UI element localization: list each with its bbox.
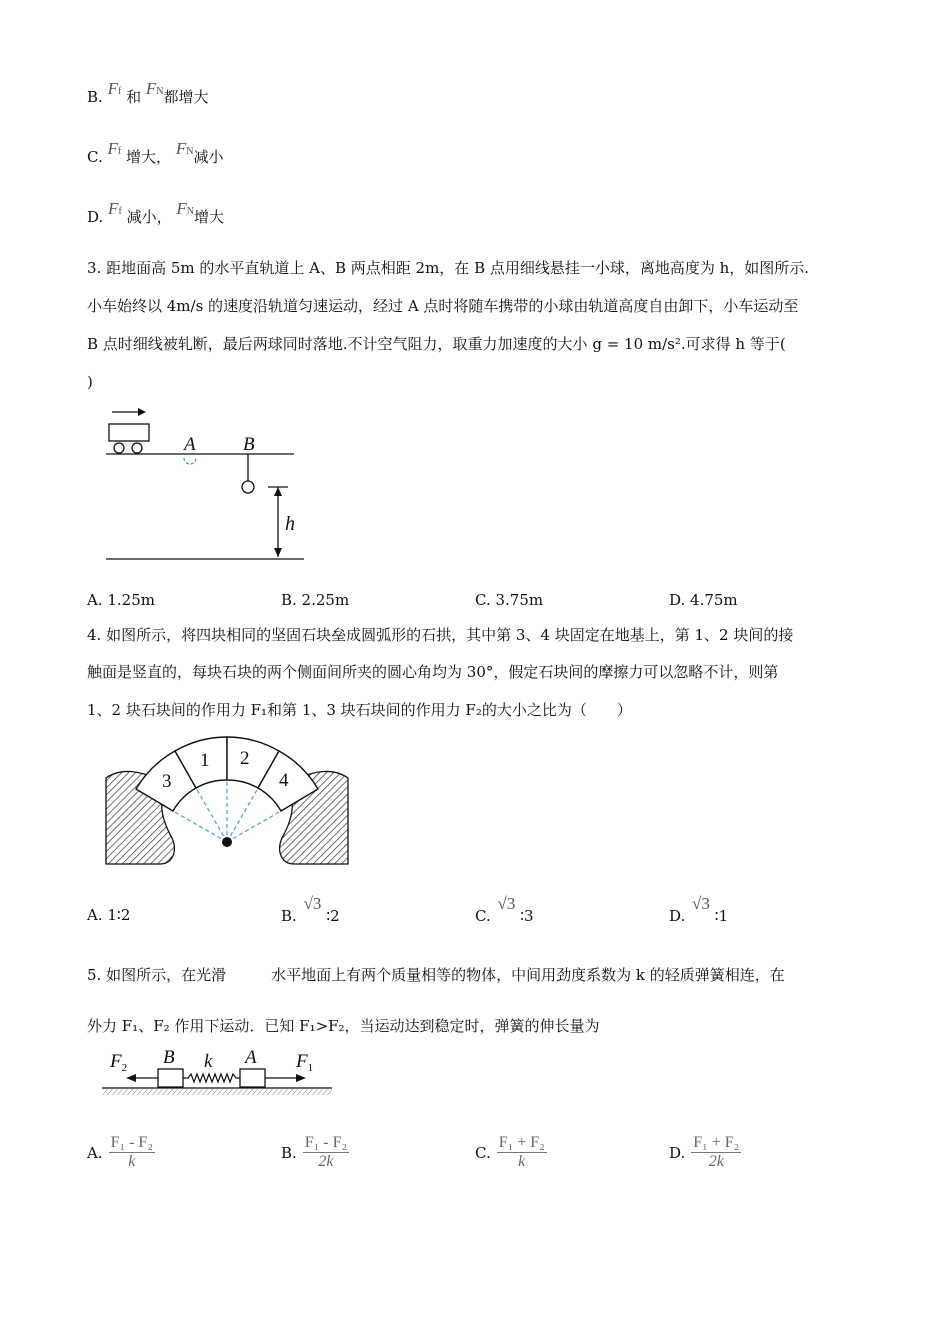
q3-text-line-2: 小车始终以 4m/s 的速度沿轨道匀速运动，经过 A 点时将随车携带的小球由轨道高度自由卸下，小车运动至: [87, 297, 799, 315]
q2-option-b[interactable]: B. Ff 和 FN都增大: [87, 79, 209, 106]
sqrt-3: √3: [303, 894, 322, 913]
hanging-ball: [242, 481, 254, 493]
q3-text-line-4: ): [87, 373, 93, 391]
q5-text-line-1: 5. 如图所示，在光滑 水平地面上有两个质量相等的物体，中间用劲度系数为 k 的轻质弹簧相连，在: [87, 966, 785, 984]
q3-option-d[interactable]: D. 4.75m: [669, 591, 738, 609]
sqrt-3: √3: [497, 894, 516, 913]
force-f2-label: $F_2$: [110, 1051, 128, 1074]
cart-wheel: [132, 443, 142, 453]
label-block-a: A: [245, 1047, 257, 1068]
friction-force-symbol: Ff: [107, 139, 122, 158]
label-h: h: [285, 513, 295, 535]
q5-option-b[interactable]: B. $\frac{\text{F₁ - F₂}}{2k}$: [281, 1134, 348, 1170]
force-f1-label: $F_1$: [296, 1051, 314, 1074]
q5-spring-figure: [100, 1044, 340, 1100]
normal-force-symbol: FN: [176, 199, 194, 218]
cart-wheel: [114, 443, 124, 453]
q4-text-line-2: 触面是竖直的，每块石块的两个侧面间所夹的圆心角均为 30°，假定石块间的摩擦力可以忽略不计，则第: [87, 663, 779, 681]
q3-option-c[interactable]: C. 3.75m: [475, 591, 544, 609]
q5-option-d[interactable]: D. $\frac{\text{F₁ + F₂}}{2k}$: [669, 1134, 740, 1170]
fraction: $\frac{\text{F₁ + F₂}}{2k}$: [693, 1134, 740, 1170]
cart: [109, 424, 149, 441]
friction-force-symbol: Ff: [108, 199, 122, 218]
fraction: $\frac{\text{F₁ - F₂}}{k}$: [110, 1134, 153, 1170]
q3-text-line-3: B 点时细线被轧断，最后两球同时落地.不计空气阻力，取重力加速度的大小 g = 10 m/s².可求得 h 等于(: [87, 335, 786, 353]
block-label-1: 1: [200, 750, 210, 771]
fraction: $\frac{\text{F₁ - F₂}}{2k}$: [304, 1134, 348, 1170]
q4-arch-figure: [100, 730, 355, 870]
q4-option-b[interactable]: B. √3 ∶2: [281, 894, 340, 925]
fraction: $\frac{\text{F₁ + F₂}}{k}$: [498, 1134, 545, 1170]
q4-option-d[interactable]: D. √3 ∶1: [669, 894, 729, 925]
q3-option-a[interactable]: A. 1.25m: [87, 591, 155, 609]
released-ball: [184, 458, 196, 464]
block-a: [240, 1069, 265, 1087]
q2-option-d[interactable]: D. Ff 减小， FN增大: [87, 199, 224, 226]
block-label-2: 2: [240, 748, 250, 769]
label-a: A: [184, 434, 196, 455]
q5-option-c[interactable]: C. $\frac{\text{F₁ + F₂}}{k}$: [475, 1134, 545, 1170]
normal-force-symbol: FN: [175, 139, 194, 158]
q3-option-b[interactable]: B. 2.25m: [281, 591, 350, 609]
normal-force-symbol: FN: [145, 79, 164, 98]
friction-force-symbol: Ff: [107, 79, 122, 98]
label-block-b: B: [163, 1047, 175, 1068]
block-b: [158, 1069, 183, 1087]
sqrt-3: √3: [692, 894, 710, 913]
q4-text-line-3: 1、2 块石块间的作用力 F₁和第 1、3 块石块间的作用力 F₂的大小之比为（ ）: [87, 701, 632, 719]
arch-center-point: [222, 837, 232, 847]
spring: [183, 1074, 240, 1082]
q4-text-line-1: 4. 如图所示，将四块相同的坚固石块垒成圆弧形的石拱，其中第 3、4 块固定在地基上，第 1、2 块间的接: [87, 626, 794, 644]
q3-track-figure: [100, 400, 310, 565]
q3-text-line-1: 3. 距地面高 5m 的水平直轨道上 A、B 两点相距 2m，在 B 点用细线悬挂一小球，离地高度为 h，如图所示.: [87, 259, 810, 277]
label-spring-k: k: [204, 1051, 213, 1072]
ground-hatch: [102, 1089, 332, 1095]
label-b: B: [243, 434, 255, 455]
block-label-4: 4: [279, 770, 289, 791]
q5-text-line-2: 外力 F₁、F₂ 作用下运动．已知 F₁>F₂，当运动达到稳定时，弹簧的伸长量为: [87, 1017, 600, 1035]
block-label-3: 3: [162, 771, 172, 792]
q5-option-a[interactable]: A. $\frac{\text{F₁ - F₂}}{k}$: [87, 1134, 153, 1170]
q4-option-a[interactable]: A. 1∶2: [87, 906, 131, 924]
q4-option-c[interactable]: C. √3 ∶3: [475, 894, 534, 925]
q2-option-c[interactable]: C. Ff 增大， FN减小: [87, 139, 224, 166]
